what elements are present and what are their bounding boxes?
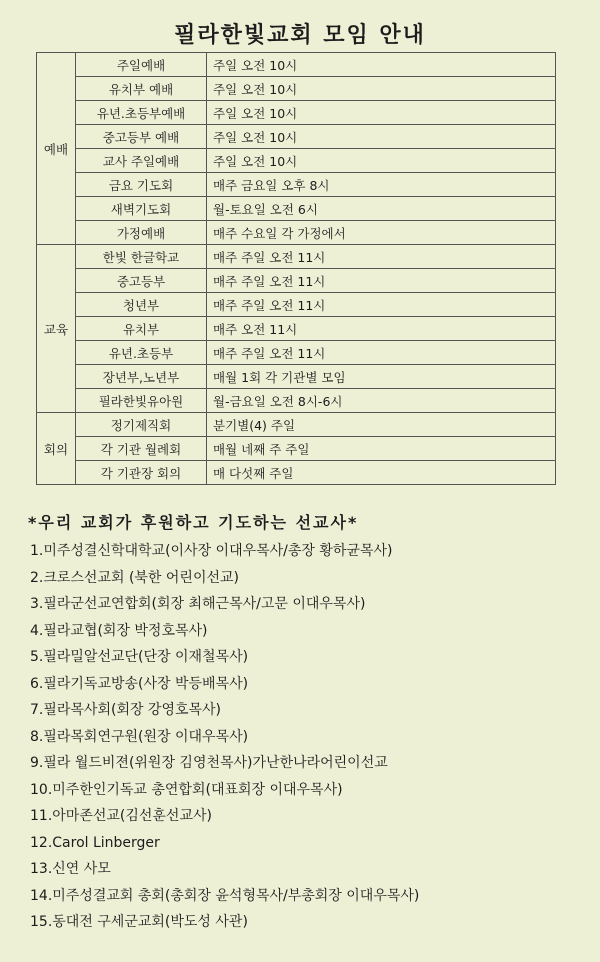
mission-item: 7.필라목사회(회장 강영호목사)	[30, 702, 222, 718]
schedule-item-name: 금요 기도회	[76, 173, 207, 197]
schedule-item-name: 중고등부 예배	[76, 125, 207, 149]
schedule-item-time: 월-금요일 오전 8시-6시	[207, 389, 556, 413]
schedule-row	[37, 77, 556, 101]
schedule-row	[37, 53, 556, 77]
schedule-item-time: 매주 주일 오전 11시	[207, 245, 556, 269]
schedule-item-name: 각 기관 월례회	[76, 437, 207, 461]
schedule-row	[37, 197, 556, 221]
schedule-item-time: 월-토요일 오전 6시	[207, 197, 556, 221]
mission-item: 9.필라 월드비젼(위원장 김영천목사)가난한나라어린이선교	[30, 755, 388, 771]
schedule-item-name: 각 기관장 회의	[76, 461, 207, 485]
mission-item: 1.미주성결신학대학교(이사장 이대우목사/총장 황하균목사)	[30, 543, 393, 559]
mission-item: 5.필라밀알선교단(단장 이재철목사)	[30, 649, 249, 665]
schedule-group-label: 회의	[37, 413, 76, 485]
schedule-row	[37, 461, 556, 485]
mission-item: 15.동대전 구세군교회(박도성 사관)	[30, 914, 248, 930]
schedule-row	[37, 149, 556, 173]
schedule-row	[37, 125, 556, 149]
mission-item: 2.크로스선교회 (북한 어린이선교)	[30, 569, 239, 586]
meeting-schedule-table	[36, 52, 556, 485]
mission-item: 6.필라기독교방송(사장 박등배목사)	[30, 675, 249, 692]
schedule-row	[37, 101, 556, 125]
mission-item: 3.필라군선교연합회(회장 최해근목사/고문 이대우목사)	[30, 596, 366, 612]
schedule-item-time: 매월 1회 각 기관별 모임	[207, 365, 556, 389]
schedule-item-name: 청년부	[76, 293, 207, 317]
schedule-row	[37, 389, 556, 413]
schedule-item-name: 주일예배	[76, 53, 207, 77]
schedule-item-name: 중고등부	[76, 269, 207, 293]
schedule-item-time: 매주 오전 11시	[207, 317, 556, 341]
mission-item: 12.Carol Linberger	[30, 834, 160, 851]
schedule-row	[37, 245, 556, 269]
schedule-row	[37, 413, 556, 437]
schedule-item-name: 필라한빛유아원	[76, 389, 207, 413]
schedule-row	[37, 365, 556, 389]
missions-list	[30, 538, 419, 936]
schedule-group-label: 교육	[37, 245, 76, 413]
schedule-item-time: 분기별(4) 주일	[207, 413, 556, 437]
schedule-row	[37, 221, 556, 245]
page-title: 필라한빛교회 모임 안내	[174, 23, 426, 48]
schedule-row	[37, 317, 556, 341]
schedule-item-time: 주일 오전 10시	[207, 77, 556, 101]
schedule-item-name: 유년.초등부예배	[76, 101, 207, 125]
schedule-item-name: 유치부	[76, 317, 207, 341]
schedule-item-name: 정기제직회	[76, 413, 207, 437]
schedule-item-name: 교사 주일예배	[76, 149, 207, 173]
schedule-item-name: 유치부 예배	[76, 77, 207, 101]
schedule-item-time: 매 다섯째 주일	[207, 461, 556, 485]
schedule-item-time: 주일 오전 10시	[207, 125, 556, 149]
schedule-row	[37, 173, 556, 197]
schedule-item-time: 매월 네째 주 주일	[207, 437, 556, 461]
schedule-item-time: 매주 주일 오전 11시	[207, 293, 556, 317]
schedule-row	[37, 269, 556, 293]
mission-item: 8.필라목회연구원(원장 이대우목사)	[30, 728, 249, 745]
schedule-item-name: 한빛 한글학교	[76, 245, 207, 269]
missions-title: *우리 교회가 후원하고 기도하는 선교사*	[28, 513, 359, 532]
schedule-item-time: 주일 오전 10시	[207, 101, 556, 125]
schedule-item-time: 주일 오전 10시	[207, 149, 556, 173]
schedule-group-label: 예배	[37, 53, 76, 245]
schedule-item-time: 매주 주일 오전 11시	[207, 341, 556, 365]
schedule-item-time: 주일 오전 10시	[207, 53, 556, 77]
schedule-row	[37, 293, 556, 317]
mission-item: 11.아마존선교(김선훈선교사)	[30, 808, 212, 824]
mission-item: 13.신연 사모	[30, 861, 111, 877]
schedule-item-time: 매주 주일 오전 11시	[207, 269, 556, 293]
schedule-row	[37, 341, 556, 365]
schedule-item-name: 장년부,노년부	[76, 365, 207, 389]
mission-item: 4.필라교협(회장 박정호목사)	[30, 622, 208, 639]
schedule-item-name: 유년.초등부	[76, 341, 207, 365]
schedule-row	[37, 437, 556, 461]
schedule-item-time: 매주 수요일 각 가정에서	[207, 221, 556, 245]
mission-item: 14.미주성결교회 총회(총회장 윤석형목사/부총회장 이대우목사)	[30, 887, 420, 904]
schedule-item-name: 새벽기도회	[76, 197, 207, 221]
schedule-item-time: 매주 금요일 오후 8시	[207, 173, 556, 197]
schedule-item-name: 가정예배	[76, 221, 207, 245]
mission-item: 10.미주한인기독교 총연합회(대표회장 이대우목사)	[30, 781, 343, 798]
